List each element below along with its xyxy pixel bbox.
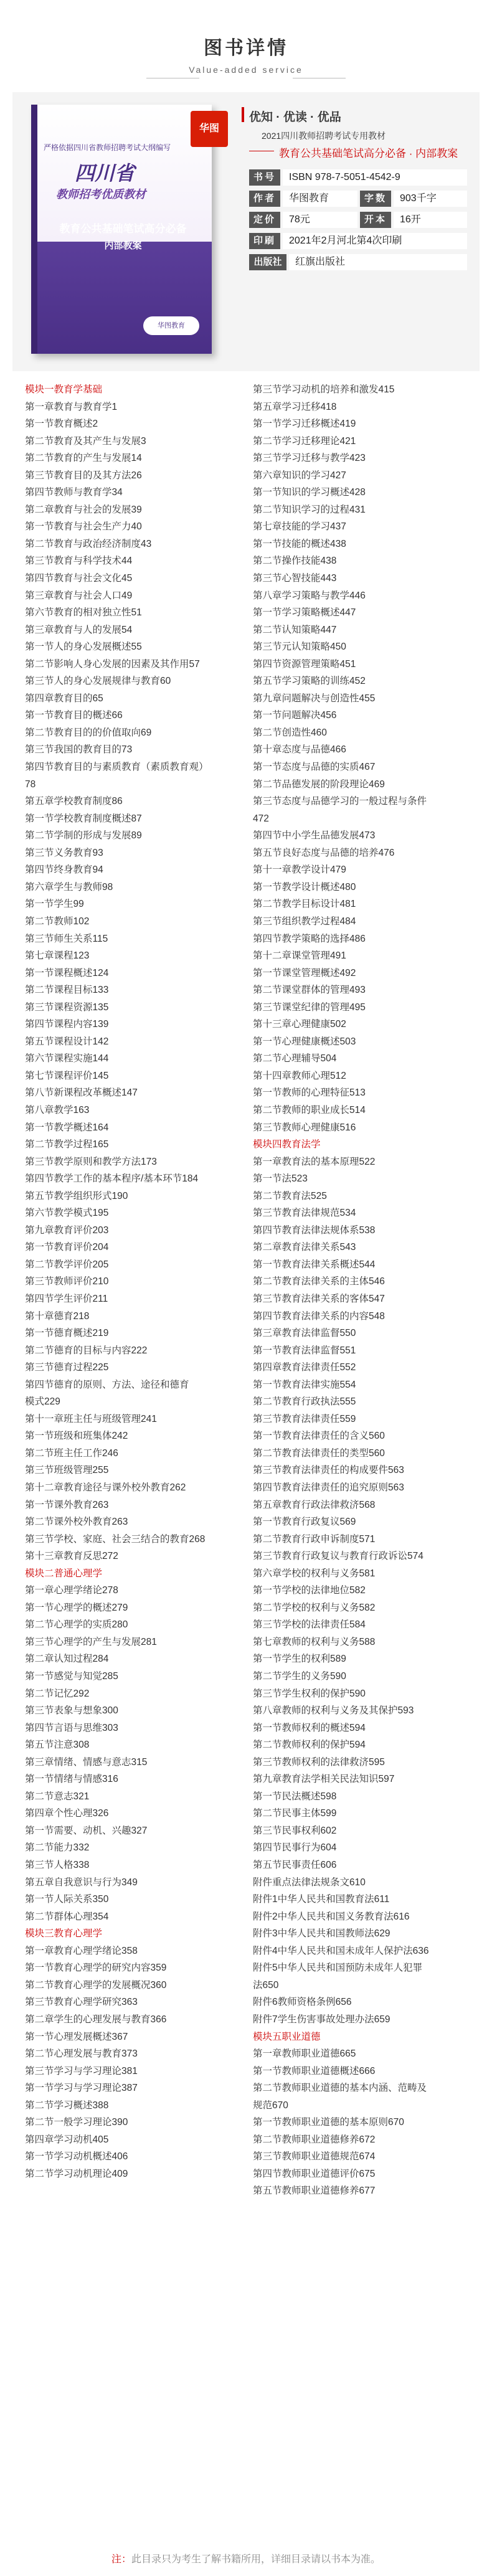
toc-entry: 第五章学习迁移418 bbox=[253, 401, 337, 412]
toc-entry: 第一节教育法律关系概述544 bbox=[253, 1259, 376, 1270]
toc-entry: 第二节教育法525 bbox=[253, 1190, 327, 1201]
toc-entry: 第三节表象与想象300 bbox=[25, 1705, 118, 1717]
toc-entry: 第十章德育218 bbox=[25, 1310, 90, 1322]
toc-entry: 第二节教学评价205 bbox=[25, 1259, 109, 1270]
toc-entry: 第一节教育法律实施554 bbox=[253, 1379, 356, 1390]
book-info-panel bbox=[12, 92, 480, 371]
toc-entry: 第七章技能的学习437 bbox=[253, 521, 346, 533]
toc-entry: 第二节班主任工作246 bbox=[25, 1447, 118, 1459]
toc-entry: 第一节课外教育263 bbox=[25, 1499, 109, 1510]
toc-entry: 第一节教学设计概述480 bbox=[253, 881, 356, 893]
toc-entry: 第二节心理学的实质280 bbox=[25, 1619, 128, 1631]
toc-entry: 第四节中小学生品德发展473 bbox=[253, 830, 376, 841]
toc-entry: 第四节终身教育94 bbox=[25, 864, 103, 876]
toc-entry: 第二节学校的权利与义务582 bbox=[253, 1602, 376, 1613]
toc-entry: 第一节教师职业道德概述666 bbox=[253, 2065, 376, 2076]
toc-entry: 第三章教育与人的发展54 bbox=[25, 624, 133, 635]
toc-entry: 第二节教育法律责任的类型560 bbox=[253, 1447, 385, 1459]
toc-entry: 第二章学生的心理发展与教育366 bbox=[25, 2014, 167, 2025]
toc-entry: 第一节心理学的概述279 bbox=[25, 1602, 128, 1613]
toc-entry: 第二节品德发展的阶段理论469 bbox=[253, 779, 385, 790]
toc-entry: 第四节资源管理策略451 bbox=[253, 658, 356, 670]
toc-entry: 第四节教育法律关系的内容548 bbox=[253, 1310, 385, 1322]
page-header bbox=[0, 0, 492, 93]
toc-entry: 第一节问题解决456 bbox=[253, 710, 337, 721]
toc-entry: 第一节心理发展概述367 bbox=[25, 2031, 128, 2042]
toc-module-heading: 模块四教育法学 bbox=[253, 1139, 321, 1150]
toc-entry: 第二节群体心理354 bbox=[25, 1911, 109, 1922]
toc-entry: 第二节心理辅导504 bbox=[253, 1053, 337, 1064]
toc-entry: 第四节课程内容139 bbox=[25, 1019, 109, 1030]
toc-entry: 第二节学制的形成与发展89 bbox=[25, 830, 142, 841]
toc-entry: 第三节心理学的产生与发展281 bbox=[25, 1636, 157, 1647]
toc-entry: 第一节教育概述2 bbox=[25, 419, 98, 430]
slogan: 优知 · 优读 · 优品 bbox=[249, 111, 341, 124]
book-brand: 四川省 bbox=[75, 162, 135, 184]
toc-entry: 第五节教学组织形式190 bbox=[25, 1190, 128, 1201]
toc-entry: 第二节教师102 bbox=[25, 916, 90, 927]
toc-entry: 第二节教育行政申诉制度571 bbox=[253, 1533, 376, 1545]
toc-entry: 第一节教育法律责任的含义560 bbox=[253, 1431, 385, 1442]
toc-entry: 第二节知识学习的过程431 bbox=[253, 504, 366, 515]
toc-entry: 第二节教育法律关系的主体546 bbox=[253, 1276, 385, 1287]
toc-entry: 第三节教师评价210 bbox=[25, 1276, 109, 1287]
toc-entry: 第一章教育与教育学1 bbox=[25, 401, 118, 412]
toc-entry: 第四节德育的原则、方法、途径和德育 bbox=[25, 1379, 189, 1390]
toc-entry: 第二节课外校外教育263 bbox=[25, 1517, 128, 1528]
toc-entry: 第一章心理学绪论278 bbox=[25, 1585, 118, 1596]
toc-entry: 第三节教育法律规范534 bbox=[253, 1208, 356, 1219]
toc-entry: 第二节认知策略447 bbox=[253, 624, 337, 635]
toc-entry: 附件6教师资格条例656 bbox=[253, 1997, 352, 2008]
toc-entry: 第二节课程目标133 bbox=[25, 985, 109, 996]
toc-entry: 第一节学习策略概述447 bbox=[253, 607, 356, 618]
toc-entry: 第五节民事责任606 bbox=[253, 1860, 337, 1871]
toc-entry: 第一节教学概述164 bbox=[25, 1122, 109, 1133]
price-row bbox=[249, 212, 467, 228]
toc-entry: 第一节学习与学习理论387 bbox=[25, 2083, 138, 2094]
toc-entry: 第二节教学目标设计481 bbox=[253, 899, 356, 910]
toc-entry: 第四节教育法律法规体系538 bbox=[253, 1224, 376, 1236]
toc-entry: 第一节学校的法律地位582 bbox=[253, 1585, 366, 1596]
toc-entry: 第七节课程评价145 bbox=[25, 1070, 109, 1081]
toc-entry: 第八章教师的权利与义务及其保护593 bbox=[253, 1705, 414, 1717]
toc-entry: 第九章教育评价203 bbox=[25, 1224, 109, 1236]
toc-entry: 第四章教育目的65 bbox=[25, 693, 103, 704]
toc-entry: 第七章课程123 bbox=[25, 950, 90, 962]
toc-entry: 第三节师生关系115 bbox=[25, 933, 108, 944]
toc-entry: 第五章自我意识与行为349 bbox=[25, 1877, 138, 1888]
isbn-value: ISBN 978-7-5051-4542-9 bbox=[283, 169, 467, 186]
toc-entry: 第六节教育的相对独立性51 bbox=[25, 607, 142, 618]
toc-entry: 第二节教育与政治经济制度43 bbox=[25, 538, 152, 549]
toc-entry: 第一节技能的概述438 bbox=[253, 538, 346, 549]
toc-entry: 第三节元认知策略450 bbox=[253, 642, 346, 653]
isbn-row bbox=[249, 169, 467, 186]
toc-entry: 第三节人的身心发展规律与教育60 bbox=[25, 676, 171, 687]
table-of-contents bbox=[12, 381, 480, 2524]
toc-entry: 第二节一般学习理论390 bbox=[25, 2117, 128, 2128]
print-row bbox=[249, 233, 467, 249]
toc-module-heading: 模块三教育心理学 bbox=[25, 1928, 103, 1939]
toc-entry: 第三节学生权利的保护590 bbox=[253, 1688, 366, 1699]
toc-entry: 78 bbox=[25, 779, 36, 790]
toc-entry: 第三节教育心理学研究363 bbox=[25, 1997, 138, 2008]
toc-entry: 第二节教师职业道德修养672 bbox=[253, 2134, 376, 2145]
toc-right-column bbox=[253, 381, 476, 2200]
toc-entry: 第二章教育与社会的发展39 bbox=[25, 504, 142, 515]
toc-entry: 第二节学生的义务590 bbox=[253, 1671, 346, 1682]
book-cover-subtitle: 内部教案 bbox=[104, 240, 142, 251]
toc-entry: 第十二章教育途径与课外校外教育262 bbox=[25, 1482, 186, 1493]
footer-note-label: 注： bbox=[111, 2554, 131, 2565]
toc-entry: 第三节教育法律责任559 bbox=[253, 1413, 356, 1424]
toc-entry: 第二节教育行政执法555 bbox=[253, 1396, 356, 1408]
toc-entry: 模式229 bbox=[25, 1396, 60, 1408]
book-cover-title: 教育公共基础笔试高分必备 bbox=[59, 223, 187, 235]
publisher-logo: 华图教育 bbox=[143, 316, 199, 335]
toc-entry: 附件4中华人民共和国未成年人保护法636 bbox=[253, 1945, 429, 1956]
toc-entry: 附件2中华人民共和国义务教育法616 bbox=[253, 1911, 410, 1922]
toc-entry: 第二节教学过程165 bbox=[25, 1139, 109, 1150]
toc-entry: 第二节学习概述388 bbox=[25, 2100, 109, 2111]
toc-entry: 第二节操作技能438 bbox=[253, 556, 337, 567]
toc-entry: 第一节课程概述124 bbox=[25, 967, 109, 978]
toc-entry: 第一节学校教育制度概述87 bbox=[25, 813, 142, 824]
format-label: 开本 bbox=[360, 212, 391, 228]
toc-entry: 第三章教育法律监督550 bbox=[253, 1328, 356, 1339]
toc-entry: 第四节教学工作的基本程序/基本环节184 bbox=[25, 1173, 199, 1185]
toc-entry: 第一节教育评价204 bbox=[25, 1242, 109, 1253]
toc-entry: 第十章态度与品德466 bbox=[253, 744, 346, 755]
toc-entry: 第三节心智技能443 bbox=[253, 573, 337, 584]
accent-bar bbox=[242, 107, 244, 122]
toc-entry: 第九章问题解决与创造性455 bbox=[253, 693, 376, 704]
toc-entry: 第二节教育心理学的发展概况360 bbox=[25, 1979, 167, 1991]
toc-entry: 第一节课堂管理概述492 bbox=[253, 967, 356, 978]
toc-entry: 第三节教育行政复议与教育行政诉讼574 bbox=[253, 1551, 423, 1562]
toc-entry: 第三节人格338 bbox=[25, 1860, 90, 1871]
toc-entry: 第三节组织教学过程484 bbox=[253, 916, 356, 927]
toc-entry: 第六章学生与教师98 bbox=[25, 881, 113, 893]
author-value: 华图教育 bbox=[283, 191, 357, 207]
toc-entry: 第五节课程设计142 bbox=[25, 1036, 109, 1047]
toc-entry: 第二节教育的产生与发展14 bbox=[25, 453, 142, 464]
toc-entry: 第三节学习动机的培养和激发415 bbox=[253, 384, 395, 395]
toc-entry: 第三节班级管理255 bbox=[25, 1465, 109, 1476]
toc-entry: 第四节民事行为604 bbox=[253, 1842, 337, 1854]
toc-entry: 第一章教育法的基本原理522 bbox=[253, 1156, 376, 1167]
toc-entry: 第一节民法概述598 bbox=[253, 1791, 337, 1802]
toc-entry: 第十四章教师心理512 bbox=[253, 1070, 346, 1081]
book-spine bbox=[31, 105, 37, 354]
toc-entry: 第八章学习策略与教学446 bbox=[253, 590, 366, 601]
toc-entry: 第三节教师心理健康516 bbox=[253, 1122, 356, 1133]
toc-entry: 第二节民事主体599 bbox=[253, 1808, 337, 1819]
toc-entry: 第一节德育概述219 bbox=[25, 1328, 109, 1339]
toc-entry: 第十三章教育反思272 bbox=[25, 1551, 118, 1562]
toc-left-column bbox=[25, 381, 248, 2182]
toc-entry: 第二节影响人身心发展的因素及其作用57 bbox=[25, 658, 200, 670]
toc-entry: 第三节教育目的及其方法26 bbox=[25, 470, 142, 481]
toc-entry: 第二节教师职业道德的基本内涵、范畴及 bbox=[253, 2083, 427, 2094]
toc-entry: 附件3中华人民共和国教师法629 bbox=[253, 1928, 390, 1939]
toc-entry: 第一节人际关系350 bbox=[25, 1894, 109, 1905]
book-subtitle: 教育公共基础笔试高分必备 · 内部教案 bbox=[279, 148, 458, 159]
edition-text: 2021四川教师招聘考试专用教材 bbox=[262, 131, 386, 141]
page-subtitle: Value-added service bbox=[189, 65, 303, 75]
toc-entry: 附件7学生伤害事故处理办法659 bbox=[253, 2014, 390, 2025]
toc-entry: 第十二章课堂管理491 bbox=[253, 950, 346, 962]
print-label: 印刷 bbox=[249, 233, 280, 249]
toc-entry: 第二节教育及其产生与发展3 bbox=[25, 435, 146, 447]
toc-entry: 第二章教育法律关系543 bbox=[253, 1242, 356, 1253]
toc-entry: 第三节教师权利的法律救济595 bbox=[253, 1756, 385, 1768]
toc-entry: 第一节教师的心理特征513 bbox=[253, 1087, 366, 1099]
toc-entry: 第二节学习迁移理论421 bbox=[253, 435, 356, 447]
toc-entry: 第五节学习策略的训练452 bbox=[253, 676, 366, 687]
toc-entry: 第三节态度与品德学习的一般过程与条件 bbox=[253, 796, 427, 807]
toc-entry: 第一章教师职业道德665 bbox=[253, 2048, 356, 2060]
toc-entry: 第一节班级和班集体242 bbox=[25, 1431, 128, 1442]
toc-entry: 法650 bbox=[253, 1979, 279, 1991]
toc-entry: 第一节教师权利的概述594 bbox=[253, 1722, 366, 1733]
toc-entry: 第一节学习迁移概述419 bbox=[253, 419, 356, 430]
toc-module-heading: 模块二普通心理学 bbox=[25, 1568, 103, 1579]
toc-entry: 第三章教育与社会人口49 bbox=[25, 590, 133, 601]
toc-entry: 第三节教育法律责任的构成要件563 bbox=[253, 1465, 404, 1476]
toc-entry: 第十一章教学设计479 bbox=[253, 864, 346, 876]
toc-entry: 第一节教育心理学的研究内容359 bbox=[25, 1963, 167, 1974]
isbn-label: 书号 bbox=[249, 169, 280, 186]
toc-entry: 第一节法523 bbox=[253, 1173, 308, 1185]
toc-entry: 第五章教育行政法律救济568 bbox=[253, 1499, 376, 1510]
toc-entry: 第二节意志321 bbox=[25, 1791, 90, 1802]
toc-entry: 第二节教师权利的保护594 bbox=[253, 1740, 366, 1751]
book-tagline: 教师招考优质教材 bbox=[56, 188, 146, 201]
brand-badge: 华图 bbox=[191, 111, 228, 147]
toc-module-heading: 模块一教育学基础 bbox=[25, 384, 103, 395]
toc-entry: 第六节课程实施144 bbox=[25, 1053, 109, 1064]
publisher-value: 红旗出版社 bbox=[289, 254, 467, 270]
book-cover-image bbox=[31, 105, 224, 360]
toc-entry: 第一章教育心理学绪论358 bbox=[25, 1945, 138, 1956]
toc-entry: 第一节教育行政复议569 bbox=[253, 1517, 356, 1528]
toc-entry: 第二节课堂群体的管理493 bbox=[253, 985, 366, 996]
toc-entry: 第四节教育与社会文化45 bbox=[25, 573, 133, 584]
toc-entry: 第一节人的身心发展概述55 bbox=[25, 642, 142, 653]
toc-entry: 第十一章班主任与班级管理241 bbox=[25, 1413, 157, 1424]
toc-entry: 第四节教师与教育学34 bbox=[25, 487, 123, 498]
publisher-row bbox=[249, 254, 467, 270]
toc-entry: 第一节学习动机概述406 bbox=[25, 2151, 128, 2162]
toc-entry: 规范670 bbox=[253, 2100, 288, 2111]
price-label: 定价 bbox=[249, 212, 280, 228]
toc-entry: 第一节教育目的概述66 bbox=[25, 710, 123, 721]
toc-entry: 第三节课堂纪律的管理495 bbox=[253, 1002, 366, 1013]
toc-entry: 第一节态度与品德的实质467 bbox=[253, 762, 376, 773]
toc-entry: 第四节言语与思维303 bbox=[25, 1722, 118, 1733]
toc-entry: 第七章教师的权利与义务588 bbox=[253, 1636, 376, 1647]
toc-entry: 第二节能力332 bbox=[25, 1842, 90, 1854]
toc-entry: 第一节教育与社会生产力40 bbox=[25, 521, 142, 533]
toc-entry: 第二节学习动机理论409 bbox=[25, 2168, 128, 2179]
toc-entry: 第二节德育的目标与内容222 bbox=[25, 1345, 148, 1356]
toc-entry: 第三节义务教育93 bbox=[25, 847, 103, 858]
toc-entry: 第四章学习动机405 bbox=[25, 2134, 109, 2145]
toc-entry: 第一节学生的权利589 bbox=[253, 1654, 346, 1665]
toc-module-heading: 模块五职业道德 bbox=[253, 2031, 321, 2042]
footer-note bbox=[0, 2551, 492, 2565]
toc-entry: 第一节需要、动机、兴趣327 bbox=[25, 1825, 148, 1836]
toc-entry: 第四节教育目的与素质教育（素质教育观） bbox=[25, 762, 209, 773]
print-value: 2021年2月河北第4次印刷 bbox=[283, 233, 467, 249]
toc-entry: 第一节心理健康概述503 bbox=[253, 1036, 356, 1047]
toc-entry: 第二章认知过程284 bbox=[25, 1654, 109, 1665]
toc-entry: 第三节学校的法律责任584 bbox=[253, 1619, 366, 1631]
toc-entry: 第三节民事权利602 bbox=[253, 1825, 337, 1836]
page-title: 图书详情 bbox=[204, 38, 288, 59]
toc-entry: 第三节学习与学习理论381 bbox=[25, 2065, 138, 2076]
toc-entry: 第八节新课程改革概述147 bbox=[25, 1087, 138, 1099]
toc-entry: 第三节德育过程225 bbox=[25, 1362, 109, 1373]
wordcount-value: 903千字 bbox=[394, 191, 467, 207]
toc-entry: 第二节心理发展与教育373 bbox=[25, 2048, 138, 2060]
toc-entry: 第四节教学策略的选择486 bbox=[253, 933, 366, 944]
toc-entry: 第四节学生评价211 bbox=[25, 1293, 108, 1304]
toc-entry: 第二节教师的职业成长514 bbox=[253, 1104, 366, 1115]
toc-entry: 第三节我国的教育目的73 bbox=[25, 744, 133, 755]
toc-entry: 第三节课程资源135 bbox=[25, 1002, 109, 1013]
toc-entry: 第六节教学模式195 bbox=[25, 1208, 109, 1219]
toc-entry: 第二节教育目的的价值取向69 bbox=[25, 727, 152, 738]
toc-entry: 第三节教学原则和教学方法173 bbox=[25, 1156, 157, 1167]
toc-entry: 第十三章心理健康502 bbox=[253, 1019, 346, 1030]
wordcount-label: 字数 bbox=[360, 191, 391, 207]
toc-entry: 第三节学习迁移与教学423 bbox=[253, 453, 366, 464]
book-series-text: 严格依据四川省教师招聘考试大纲编写 bbox=[44, 143, 171, 152]
toc-entry: 第一节知识的学习概述428 bbox=[253, 487, 366, 498]
footer-note-text: 此目录只为考生了解书籍所用，详细目录请以书本为准。 bbox=[131, 2554, 381, 2565]
toc-entry: 第五节教师职业道德修养677 bbox=[253, 2185, 376, 2197]
toc-entry: 第五节注意308 bbox=[25, 1740, 90, 1751]
toc-entry: 第一节情绪与情感316 bbox=[25, 1774, 118, 1785]
toc-entry: 附件5中华人民共和国预防未成年人犯罪 bbox=[253, 1963, 423, 1974]
toc-entry: 第四章教育法律责任552 bbox=[253, 1362, 356, 1373]
toc-entry: 第二节创造性460 bbox=[253, 727, 327, 738]
toc-entry: 第一节教师职业道德的基本原则670 bbox=[253, 2117, 404, 2128]
toc-entry: 第四节教师职业道德评价675 bbox=[253, 2168, 376, 2179]
toc-entry: 第一节学生99 bbox=[25, 899, 84, 910]
author-label: 作者 bbox=[249, 191, 280, 207]
toc-entry: 附件重点法律法规条文610 bbox=[253, 1877, 366, 1888]
toc-entry: 第三节教育法律关系的客体547 bbox=[253, 1293, 385, 1304]
toc-entry: 第二节记忆292 bbox=[25, 1688, 90, 1699]
toc-entry: 第五节良好态度与品德的培养476 bbox=[253, 847, 395, 858]
toc-entry: 第一节教育法律监督551 bbox=[253, 1345, 356, 1356]
publisher-label: 出版社 bbox=[249, 254, 286, 270]
author-row bbox=[249, 191, 467, 207]
format-value: 16开 bbox=[394, 212, 467, 228]
book-cover bbox=[31, 105, 212, 354]
toc-entry: 第九章教育法学相关民法知识597 bbox=[253, 1774, 395, 1785]
toc-entry: 第三节教育与科学技术44 bbox=[25, 556, 133, 567]
toc-entry: 第八章教学163 bbox=[25, 1104, 90, 1115]
toc-entry: 第四节教育法律责任的追究原则563 bbox=[253, 1482, 404, 1493]
toc-entry: 472 bbox=[253, 813, 269, 824]
toc-entry: 第五章学校教育制度86 bbox=[25, 796, 123, 807]
toc-entry: 第三节教师职业道德规范674 bbox=[253, 2151, 376, 2162]
toc-entry: 附件1中华人民共和国教育法611 bbox=[253, 1894, 390, 1905]
price-value: 78元 bbox=[283, 212, 357, 228]
toc-entry: 第四章个性心理326 bbox=[25, 1808, 109, 1819]
toc-entry: 第三节学校、家庭、社会三结合的教育268 bbox=[25, 1533, 206, 1545]
toc-entry: 第三章情绪、情感与意志315 bbox=[25, 1756, 148, 1768]
toc-entry: 第六章学校的权利与义务581 bbox=[253, 1568, 376, 1579]
toc-entry: 第一节感觉与知觉285 bbox=[25, 1671, 118, 1682]
toc-entry: 第六章知识的学习427 bbox=[253, 470, 346, 481]
